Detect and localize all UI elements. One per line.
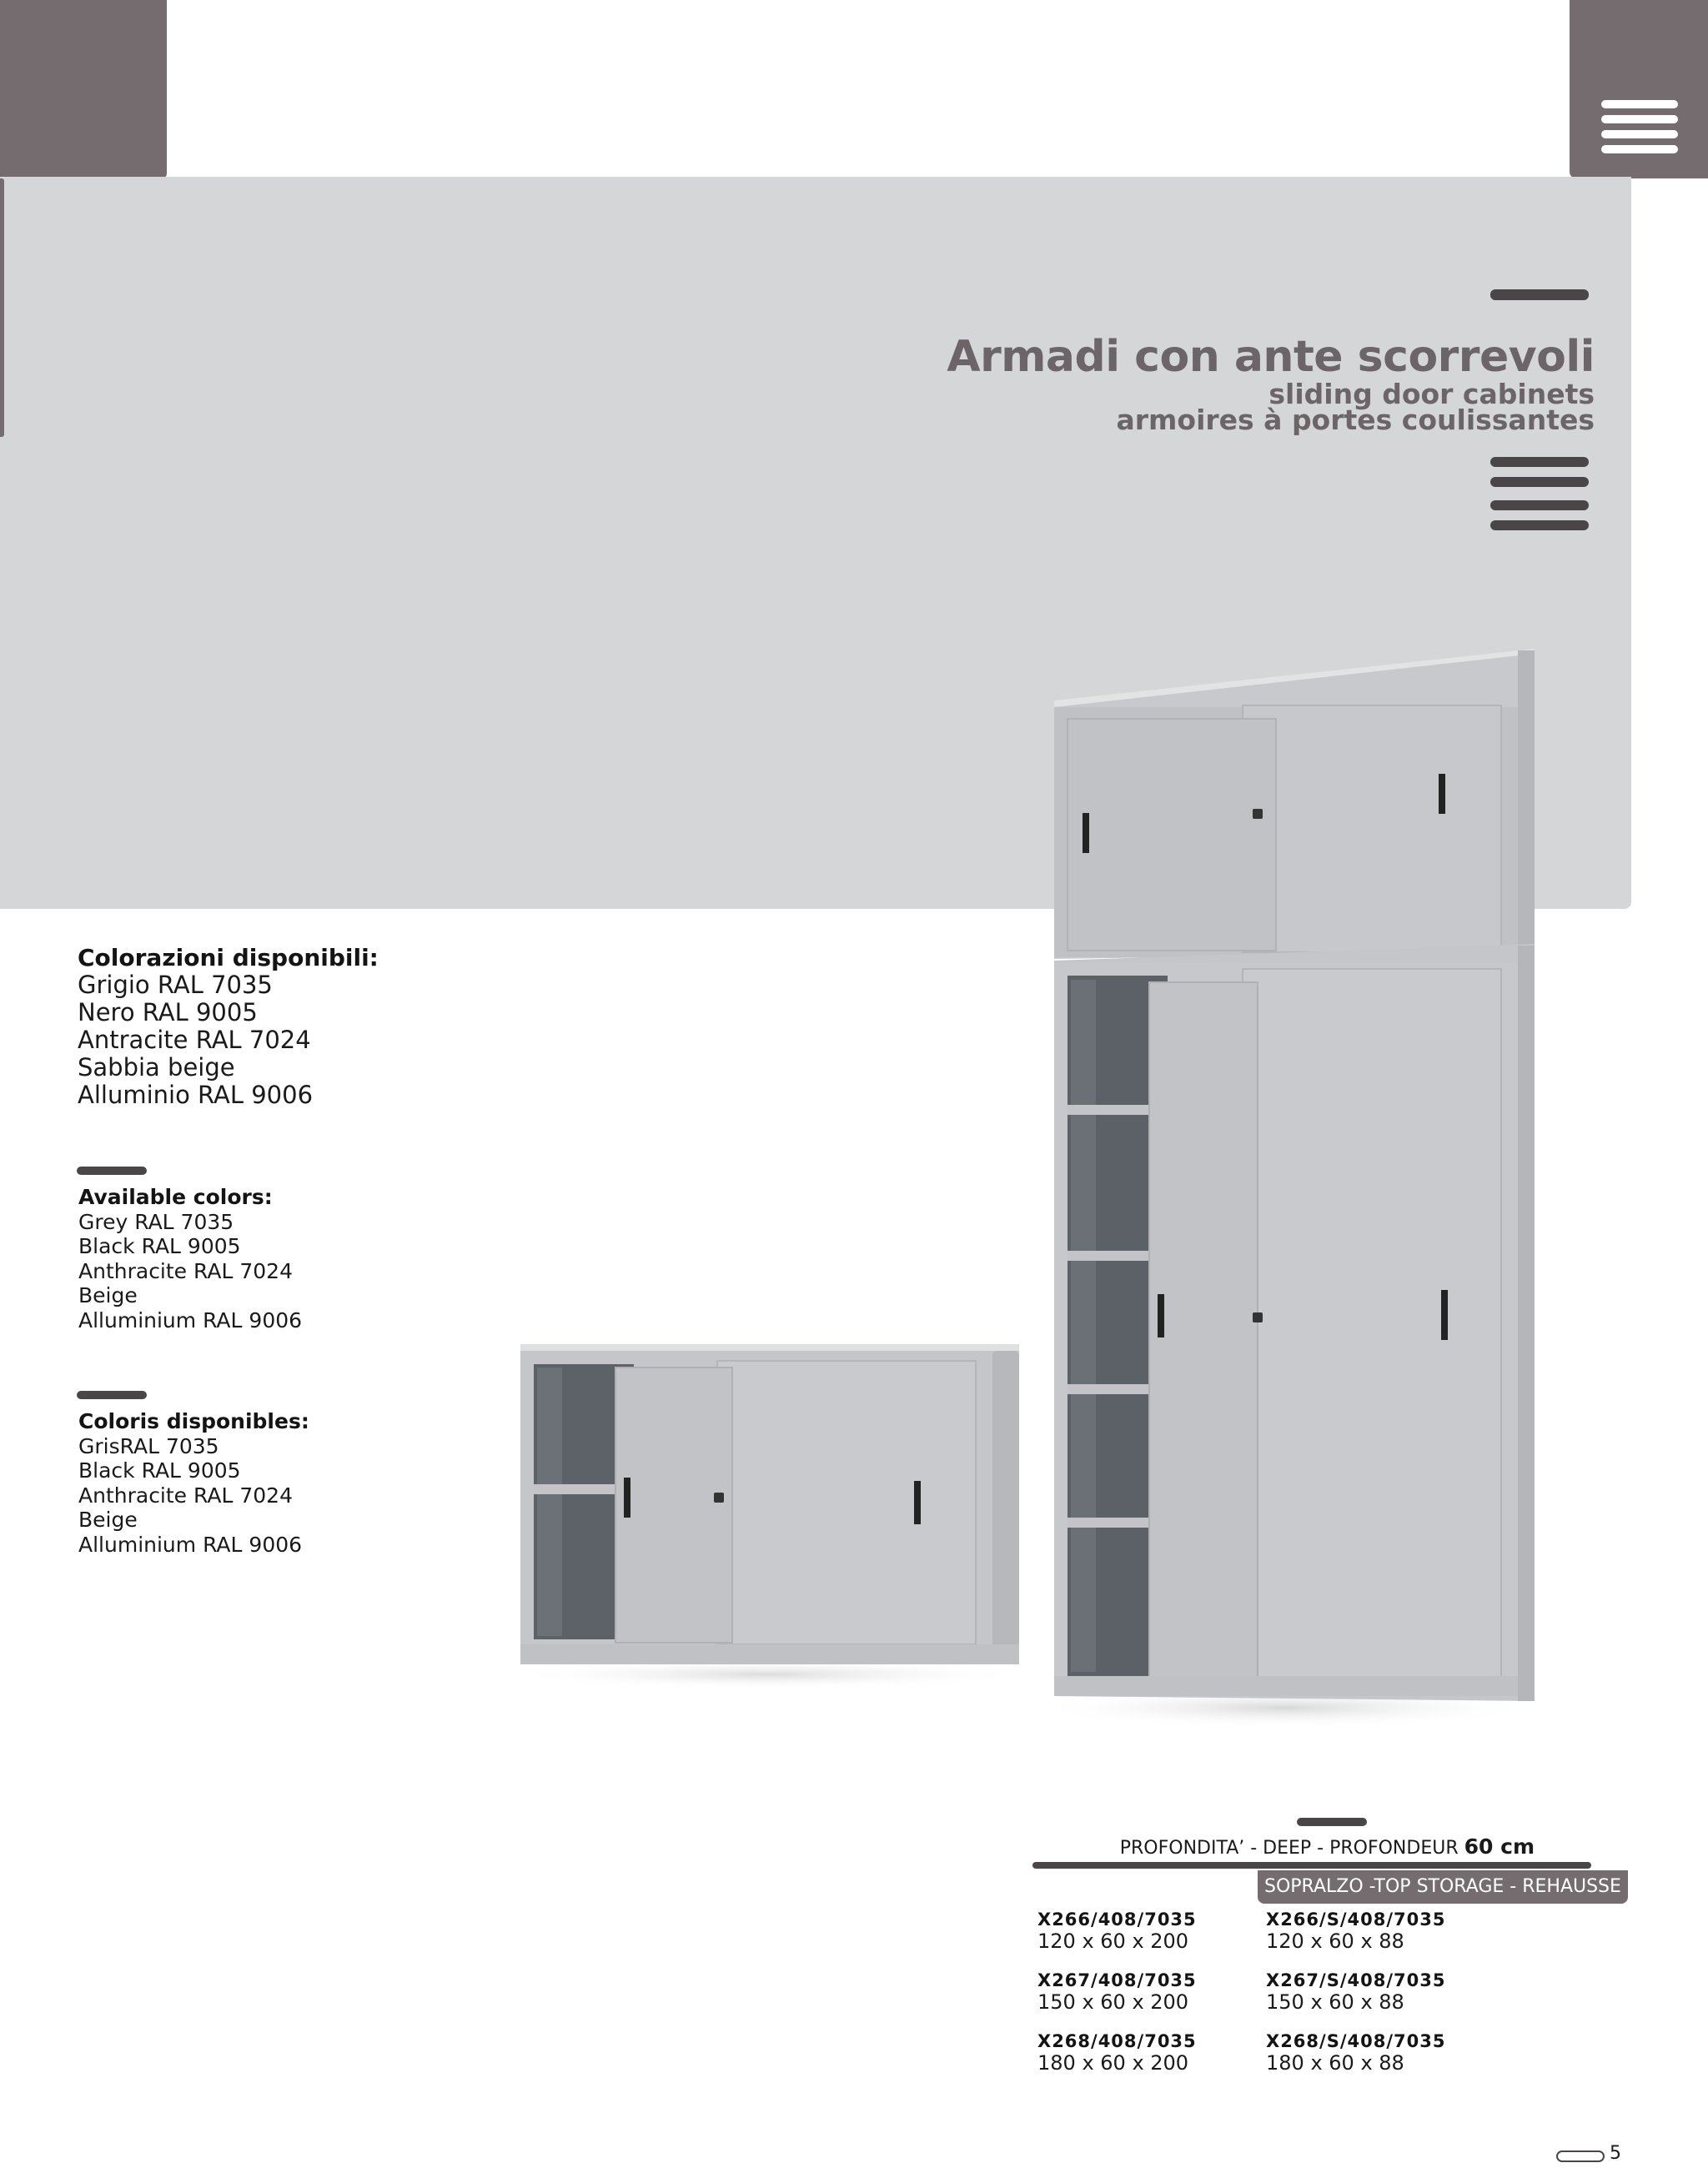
page-subtitle-en: sliding door cabinets (1268, 378, 1595, 410)
product-dims: 120 x 60 x 88 (1266, 1930, 1404, 1953)
header-tab-left (0, 0, 167, 178)
color-item: Grigio RAL 7035 (78, 971, 273, 999)
color-item: Alluminium RAL 9006 (78, 1532, 303, 1557)
product-code: X267/408/7035 (1037, 1970, 1197, 1990)
product-code: X266/S/408/7035 (1266, 1910, 1446, 1930)
colors-heading-it: Colorazioni disponibili: (78, 944, 379, 971)
color-item: GrisRAL 7035 (78, 1433, 219, 1458)
spec-cabinet-120 (1037, 1910, 1197, 1953)
page-number: 5 (1610, 2143, 1621, 2164)
product-dims: 150 x 60 x 88 (1266, 1990, 1404, 2014)
product-code: X268/S/408/7035 (1266, 2031, 1446, 2051)
page-title: Armadi con ante scorrevoli (947, 332, 1595, 382)
page-subtitle-fr: armoires à portes coulissantes (1116, 404, 1595, 436)
colors-heading-fr: Coloris disponibles: (78, 1409, 309, 1433)
colors-list-en (78, 1185, 302, 1332)
spec-top-180 (1266, 2031, 1445, 2075)
section-divider (77, 1167, 147, 1175)
depth-label (1034, 1834, 1535, 1859)
colors-list-fr (78, 1409, 309, 1557)
tall-cabinet-image (1034, 642, 1543, 1743)
spec-top-150 (1266, 1970, 1445, 2014)
spec-top-bar (1297, 1818, 1367, 1826)
color-item: Black RAL 9005 (78, 1458, 241, 1483)
left-edge-marker (0, 178, 4, 437)
product-dims: 180 x 60 x 200 (1037, 2051, 1189, 2075)
menu-button[interactable] (1570, 0, 1708, 178)
spec-cabinet-180 (1037, 2031, 1197, 2075)
colors-list-it (78, 944, 379, 1109)
color-item: Antracite RAL 7024 (78, 1026, 311, 1054)
hamburger-icon (1570, 0, 1708, 178)
product-code: X268/408/7035 (1037, 2031, 1197, 2051)
color-item: Anthracite RAL 7024 (78, 1483, 293, 1508)
color-item: Beige (78, 1283, 138, 1307)
spec-divider (1032, 1862, 1591, 1869)
spec-cabinet-150 (1037, 1970, 1197, 2014)
color-item: Alluminium RAL 9006 (78, 1307, 303, 1332)
color-item: Anthracite RAL 7024 (78, 1258, 293, 1283)
product-code: X266/408/7035 (1037, 1910, 1197, 1930)
color-item: Sabbia beige (78, 1053, 235, 1081)
low-cabinet-image (509, 1334, 1034, 1701)
depth-label-text: PROFONDITA’ - DEEP - PROFONDEUR (1119, 1838, 1459, 1859)
depth-value: 60 cm (1464, 1834, 1535, 1859)
product-code: X267/S/408/7035 (1266, 1970, 1446, 1990)
top-storage-badge: SOPRALZO -TOP STORAGE - REHAUSSE (1258, 1870, 1628, 1904)
page-number-icon (1556, 2150, 1605, 2162)
colors-heading-en: Available colors: (78, 1185, 273, 1209)
color-item: Alluminio RAL 9006 (78, 1081, 314, 1109)
color-item: Nero RAL 9005 (78, 998, 258, 1026)
color-item: Beige (78, 1508, 138, 1532)
product-dims: 150 x 60 x 200 (1037, 1990, 1189, 2014)
title-top-bar (1490, 289, 1589, 300)
spec-top-120 (1266, 1910, 1445, 1953)
color-item: Black RAL 9005 (78, 1234, 241, 1258)
color-item: Grey RAL 7035 (78, 1209, 234, 1234)
section-divider (77, 1391, 147, 1399)
product-dims: 180 x 60 x 88 (1266, 2051, 1404, 2075)
product-dims: 120 x 60 x 200 (1037, 1930, 1189, 1953)
